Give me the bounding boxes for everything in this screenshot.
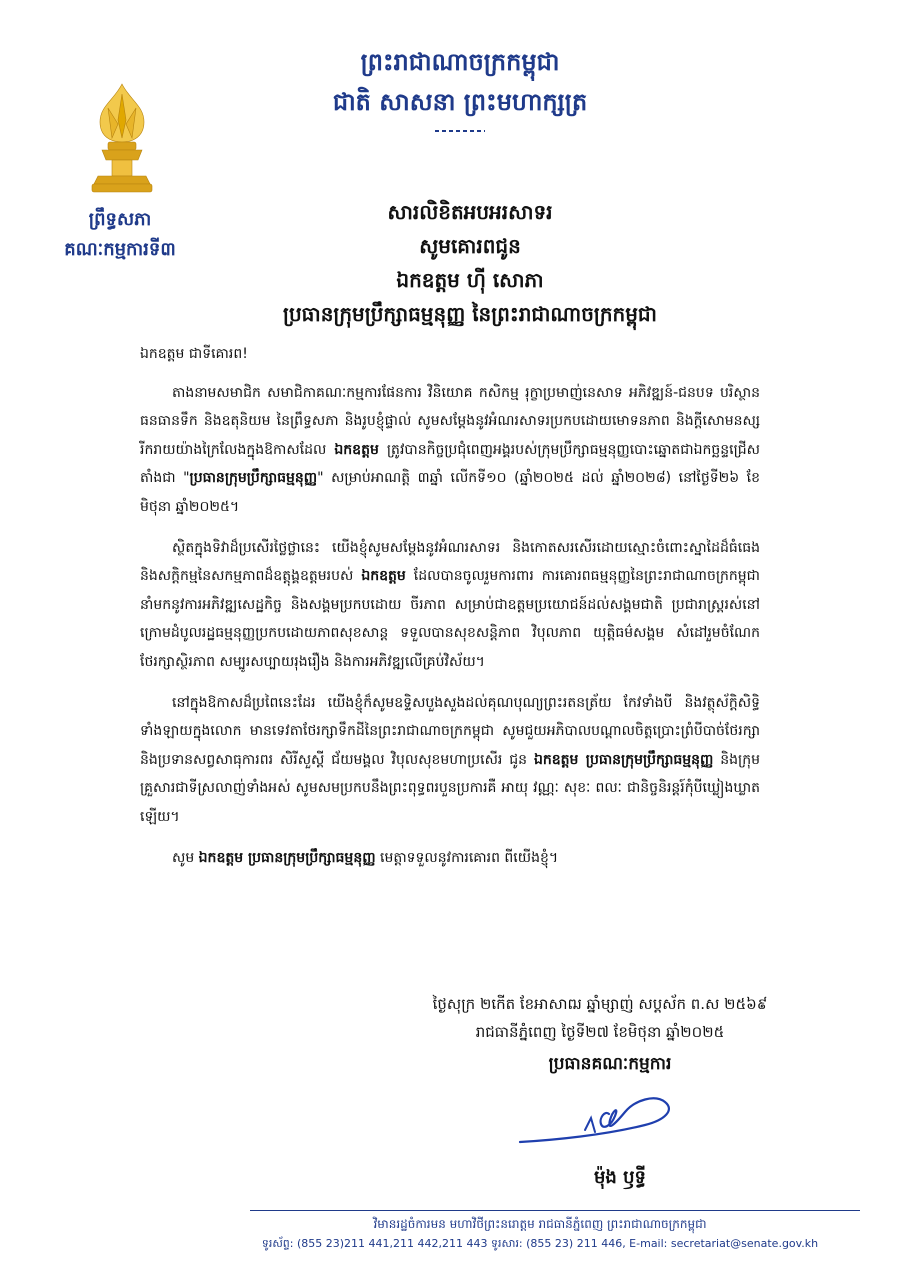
title-line-3: ឯកឧត្តម ហ៊ី សោភា — [396, 268, 544, 292]
paragraph-4: សូម ឯកឧត្តម ប្រធានក្រុមប្រឹក្សាធម្មនុញ្ញ មេត្តាទទួលនូវការគោរព ពីយើងខ្ញុំ។ — [172, 849, 559, 866]
paragraph-1: តាងនាមសមាជិក សមាជិកាគណៈកម្មការផែនការ វិនិយោគ កសិកម្ម រុក្ខាប្រមាញ់នេសាទ អភិវឌ្ឍន៍-ជនបទ បរិស្ថាន ធនធានទឹក និងឧតុនិយម នៃព្រឹទ្ធសភា និងរូបខ្ញុំផ្ទាល់ សូមសម្ដែងនូវអំណរសាទរប្រកបដោយមោទនភាព និងក្ដីសោមនស្សរីករាយយ៉ាងក្រៃលែងក្នុងឱកាសដែល ឯកឧត្តម ត្រូវបានកិច្ចប្រជុំពេញអង្គរបស់ក្រុមប្រឹក្សាធម្មនុញ្ញបោះឆ្នោតជាឯកច្ឆន្ទជ្រើសតាំងជា "ប្រធានក្រុមប្រឹក្សាធម្មនុញ្ញ" សម្រាប់អាណត្តិ ៣ឆ្នាំ លើកទី១០ (ឆ្នាំ២០២៥ ដល់ ឆ្នាំ២០២៨) នៅថ្ងៃទី២៦ ខែមិថុនា ឆ្នាំ២០២៥។ — [140, 384, 761, 515]
signatory-title: ប្រធានគណៈកម្មការ — [548, 1054, 672, 1074]
footer-address: វិមានរដ្ឋចំការមន មហាវិថីព្រះនរោត្តម រាជធានីភ្នំពេញ ព្រះរាជាណាចក្រកម្ពុជា — [373, 1217, 707, 1231]
solar-date: រាជធានីភ្នំពេញ ថ្ងៃទី២៧ ខែមិថុនា ឆ្នាំ២០២៥ — [475, 1023, 725, 1041]
title-line-4: ប្រធានក្រុមប្រឹក្សាធម្មនុញ្ញ នៃព្រះរាជាណាចក្រកម្ពុជា — [283, 302, 657, 326]
date-block — [430, 990, 770, 1046]
title-line-2: សូមគោរពជូន — [419, 234, 521, 258]
senate-label: ព្រឹទ្ធសភា — [88, 209, 152, 230]
handwritten-signature — [515, 1080, 685, 1160]
salutation: ឯកឧត្តម ជាទីគោរព! — [140, 346, 248, 362]
commission-label: គណៈកម្មការទី៣ — [64, 239, 176, 260]
footer-divider — [250, 1210, 860, 1211]
senate-emblem-icon — [82, 80, 162, 200]
kingdom-header — [250, 42, 670, 132]
kingdom-line-2: ជាតិ សាសនា ព្រះមហាក្សត្រ — [332, 88, 588, 116]
signatory-name: ម៉ុង ឫទ្ធី — [594, 1167, 646, 1188]
letter-footer — [190, 1214, 890, 1254]
paragraph-3: នៅក្នុងឱកាសដ៏ប្រពៃនេះដែរ យើងខ្ញុំក៏សូមឧទ្ទិសបួងសួងដល់គុណបុណ្យព្រះរតនត្រ័យ កែវទាំងបី និងវត្ថុស័ក្តិសិទ្ធិទាំងឡាយក្នុងលោក មានទេវតាថែរក្សាទឹកដីនៃព្រះរាជាណាចក្រកម្ពុជា សូមជួយអភិបាលបណ្ដាលចិត្តប្រោះព្រំបីបាច់ថែរក្សា និងប្រទានសព្វសាធុការពរ សិរីសួស្តី ជ័យមង្គល វិបុលសុខមហាប្រសើរ ជូន ឯកឧត្តម ប្រធានក្រុមប្រឹក្សាធម្មនុញ្ញ និងក្រុមគ្រួសារជាទីស្រលាញ់ទាំងអស់ សូមសមប្រកបនឹងព្រះពុទ្ធពរបួនប្រការគឺ អាយុ វណ្ណៈ សុខៈ ពលៈ ជានិច្ចនិរន្តរ៍កុំបីឃ្លៀងឃ្លាតឡើយ។ — [140, 694, 760, 825]
footer-contact: ទូរស័ព្ទ: (855 23)211 441,211 442,211 443 ទូរសារ: (855 23) 211 446, E-mail: secretariat@senate.gov.kh — [261, 1237, 819, 1250]
paragraph-2: ស្ថិតក្នុងទិវាដ៏ប្រសើរថ្លៃថ្លានេះ យើងខ្ញុំសូមសម្ដែងនូវអំណរសាទរ និងកោតសរសើរដោយស្មោះចំពោះស្នាដៃដ៏ធំធេង និងសក្ដិកម្មនៃសកម្មភាពដ៏ឧត្ដុង្គឧត្តមរបស់ ឯកឧត្តម ដែលបានចូលរួមការពារ ការគោរពធម្មនុញ្ញនៃព្រះរាជាណាចក្រកម្ពុជា នាំមកនូវការអភិវឌ្ឍសេដ្ឋកិច្ច និងសង្គមប្រកបដោយ ចីរភាព សម្រាប់ជាឧត្តមប្រយោជន៍ដល់សង្គមជាតិ ប្រជារាស្ត្ររស់នៅក្រោមដំបូលរដ្ឋធម្មនុញ្ញប្រកបដោយភាពសុខសាន្ត ទទួលបានសុខសន្តិភាព វិបុលភាព យុត្តិធម៌សង្គម សំដៅរួមចំណែកថែរក្សាស្ថិរភាព សម្បូរសប្បាយរុងរឿង និងការអភិវឌ្ឍលើគ្រប់វិស័យ។ — [140, 539, 761, 670]
ornament-divider — [435, 130, 485, 132]
title-line-1: សារលិខិតអបអរសាទរ — [387, 200, 553, 224]
letter-title — [190, 195, 750, 331]
letter-body — [140, 340, 760, 884]
kingdom-line-1: ព្រះរាជាណាចក្រកម្ពុជា — [360, 48, 560, 76]
lunar-date: ថ្ងៃសុក្រ ២កើត ខែអាសាឍ ឆ្នាំម្សាញ់ សប្តស័ក ព.ស ២៥៦៩ — [432, 995, 768, 1013]
